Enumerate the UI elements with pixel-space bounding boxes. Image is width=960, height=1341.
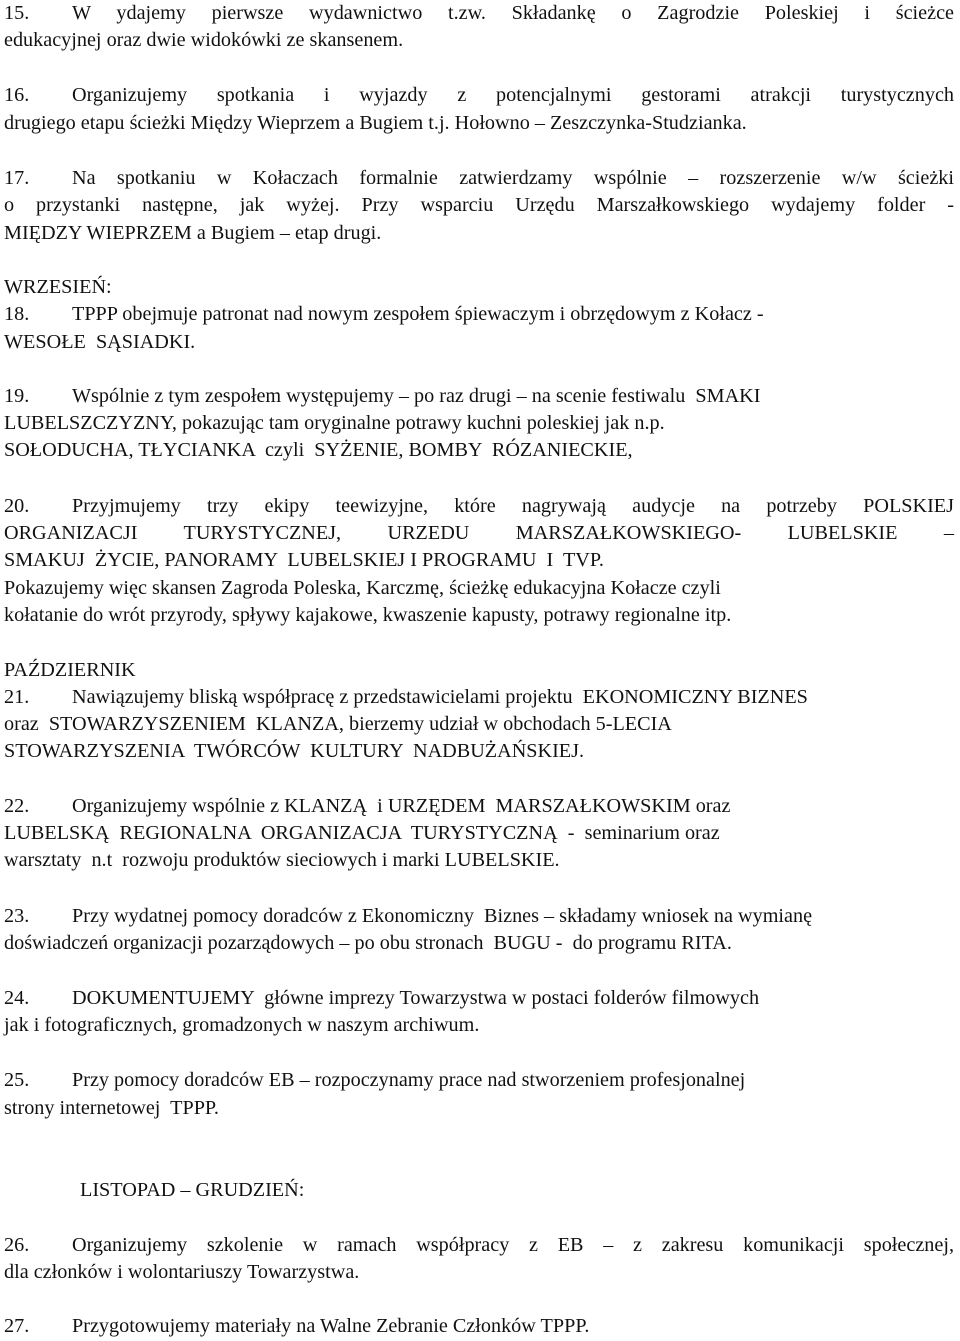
item-15-line-1: 15. W ydajemy pierwsze wydawnictwo t.zw. Składankę o Zagrodzie Poleskiej i ścieżce [4,2,954,24]
item-20-line-4: Pokazujemy więc skansen Zagroda Poleska, Karczmę, ścieżkę edukacyjna Kołacze czyli [4,577,721,599]
item-number: 17. [4,167,30,189]
item-26-line-2: dla członków i wolontariuszy Towarzystwa. [4,1261,360,1283]
item-20-line-3: SMAKUJ ŻYCIE, PANORAMY LUBELSKIEJ I PROGRAMU I TVP. [4,549,604,571]
item-number: 21. [4,686,30,708]
item-18-line-2: WESOŁE SĄSIADKI. [4,331,196,353]
item-number: 19. [4,385,30,407]
item-20-line-2: ORGANIZACJI TURYSTYCZNEJ, URZEDU MARSZAŁKOWSKIEGO- LUBELSKIE – [4,522,954,544]
item-21-line-3: STOWARZYSZENIA TWÓRCÓW KULTURY NADBUŻAŃSKIEJ. [4,740,585,762]
section-heading-wrzesien: WRZESIEŃ: [4,276,112,298]
item-number: 16. [4,84,30,106]
item-18-line-1: 18. TPPP obejmuje patronat nad nowym zespołem śpiewaczym i obrzędowym z Kołacz - [4,303,764,325]
item-20-line-1: 20. Przyjmujemy trzy ekipy teewizyjne, które nagrywają audycje na potrzeby POLSKIEJ [4,495,954,517]
item-27-line-1: 27. Przygotowujemy materiały na Walne Zebranie Członków TPPP. [4,1315,590,1337]
item-22-line-3: warsztaty n.t rozwoju produktów sieciowych i marki LUBELSKIE. [4,849,560,871]
item-number: 23. [4,905,30,927]
item-25-line-2: strony internetowej TPPP. [4,1097,219,1119]
item-17-line-1: 17. Na spotkaniu w Kołaczach formalnie zatwierdzamy wspólnie – rozszerzenie w/w ścieżki [4,167,954,189]
item-number: 27. [4,1315,30,1337]
item-26-line-1: 26. Organizujemy szkolenie w ramach współpracy z EB – z zakresu komunikacji społecznej, [4,1234,954,1256]
item-25-line-1: 25. Przy pomocy doradców EB – rozpoczynamy prace nad stworzeniem profesjonalnej [4,1069,746,1091]
item-number: 15. [4,2,30,24]
item-19-line-2: LUBELSZCZYZNY, pokazując tam oryginalne potrawy kuchni poleskiej jak n.p. [4,412,665,434]
item-23-line-2: doświadczeń organizacji pozarządowych – po obu stronach BUGU - do programu RITA. [4,932,732,954]
item-number: 26. [4,1234,30,1256]
item-23-line-1: 23. Przy wydatnej pomocy doradców z Ekonomiczny Biznes – składamy wniosek na wymianę [4,905,813,927]
item-16-line-2: drugiego etapu ścieżki Między Wieprzem a Bugiem t.j. Hołowno – Zeszczynka-Studzianka. [4,112,747,134]
item-17-line-3: MIĘDZY WIEPRZEM a Bugiem – etap drugi. [4,222,382,244]
section-heading-pazdziernik: PAŹDZIERNIK [4,659,136,681]
item-19-line-3: SOŁODUCHA, TŁYCIANKA czyli SYŻENIE, BOMBY RÓZANIECKIE, [4,439,633,461]
item-21-line-1: 21. Nawiązujemy bliską współpracę z przedstawicielami projektu EKONOMICZNY BIZNES [4,686,808,708]
section-heading-listopad-grudzien: LISTOPAD – GRUDZIEŃ: [80,1179,305,1201]
item-17-line-2: o przystanki następne, jak wyżej. Przy wsparciu Urzędu Marszałkowskiego wydajemy folder - [4,194,954,216]
item-number: 24. [4,987,30,1009]
item-15-line-2: edukacyjnej oraz dwie widokówki ze skansenem. [4,29,404,51]
item-number: 25. [4,1069,30,1091]
item-22-line-1: 22. Organizujemy wspólnie z KLANZĄ i URZĘDEM MARSZAŁKOWSKIM oraz [4,795,731,817]
item-22-line-2: LUBELSKĄ REGIONALNA ORGANIZACJA TURYSTYCZNĄ - seminarium oraz [4,822,720,844]
item-number: 18. [4,303,30,325]
item-number: 20. [4,495,30,517]
item-16-line-1: 16. Organizujemy spotkania i wyjazdy z potencjalnymi gestorami atrakcji turystycznych [4,84,954,106]
item-24-line-2: jak i fotograficznych, gromadzonych w naszym archiwum. [4,1014,480,1036]
item-19-line-1: 19. Wspólnie z tym zespołem występujemy – po raz drugi – na scenie festiwalu SMAKI [4,385,761,407]
item-24-line-1: 24. DOKUMENTUJEMY główne imprezy Towarzystwa w postaci folderów filmowych [4,987,760,1009]
item-20-line-5: kołatanie do wrót przyrody, spływy kajakowe, kwaszenie kapusty, potrawy regionalne itp. [4,604,732,626]
item-21-line-2: oraz STOWARZYSZENIEM KLANZA, bierzemy udział w obchodach 5-LECIA [4,713,672,735]
item-number: 22. [4,795,30,817]
